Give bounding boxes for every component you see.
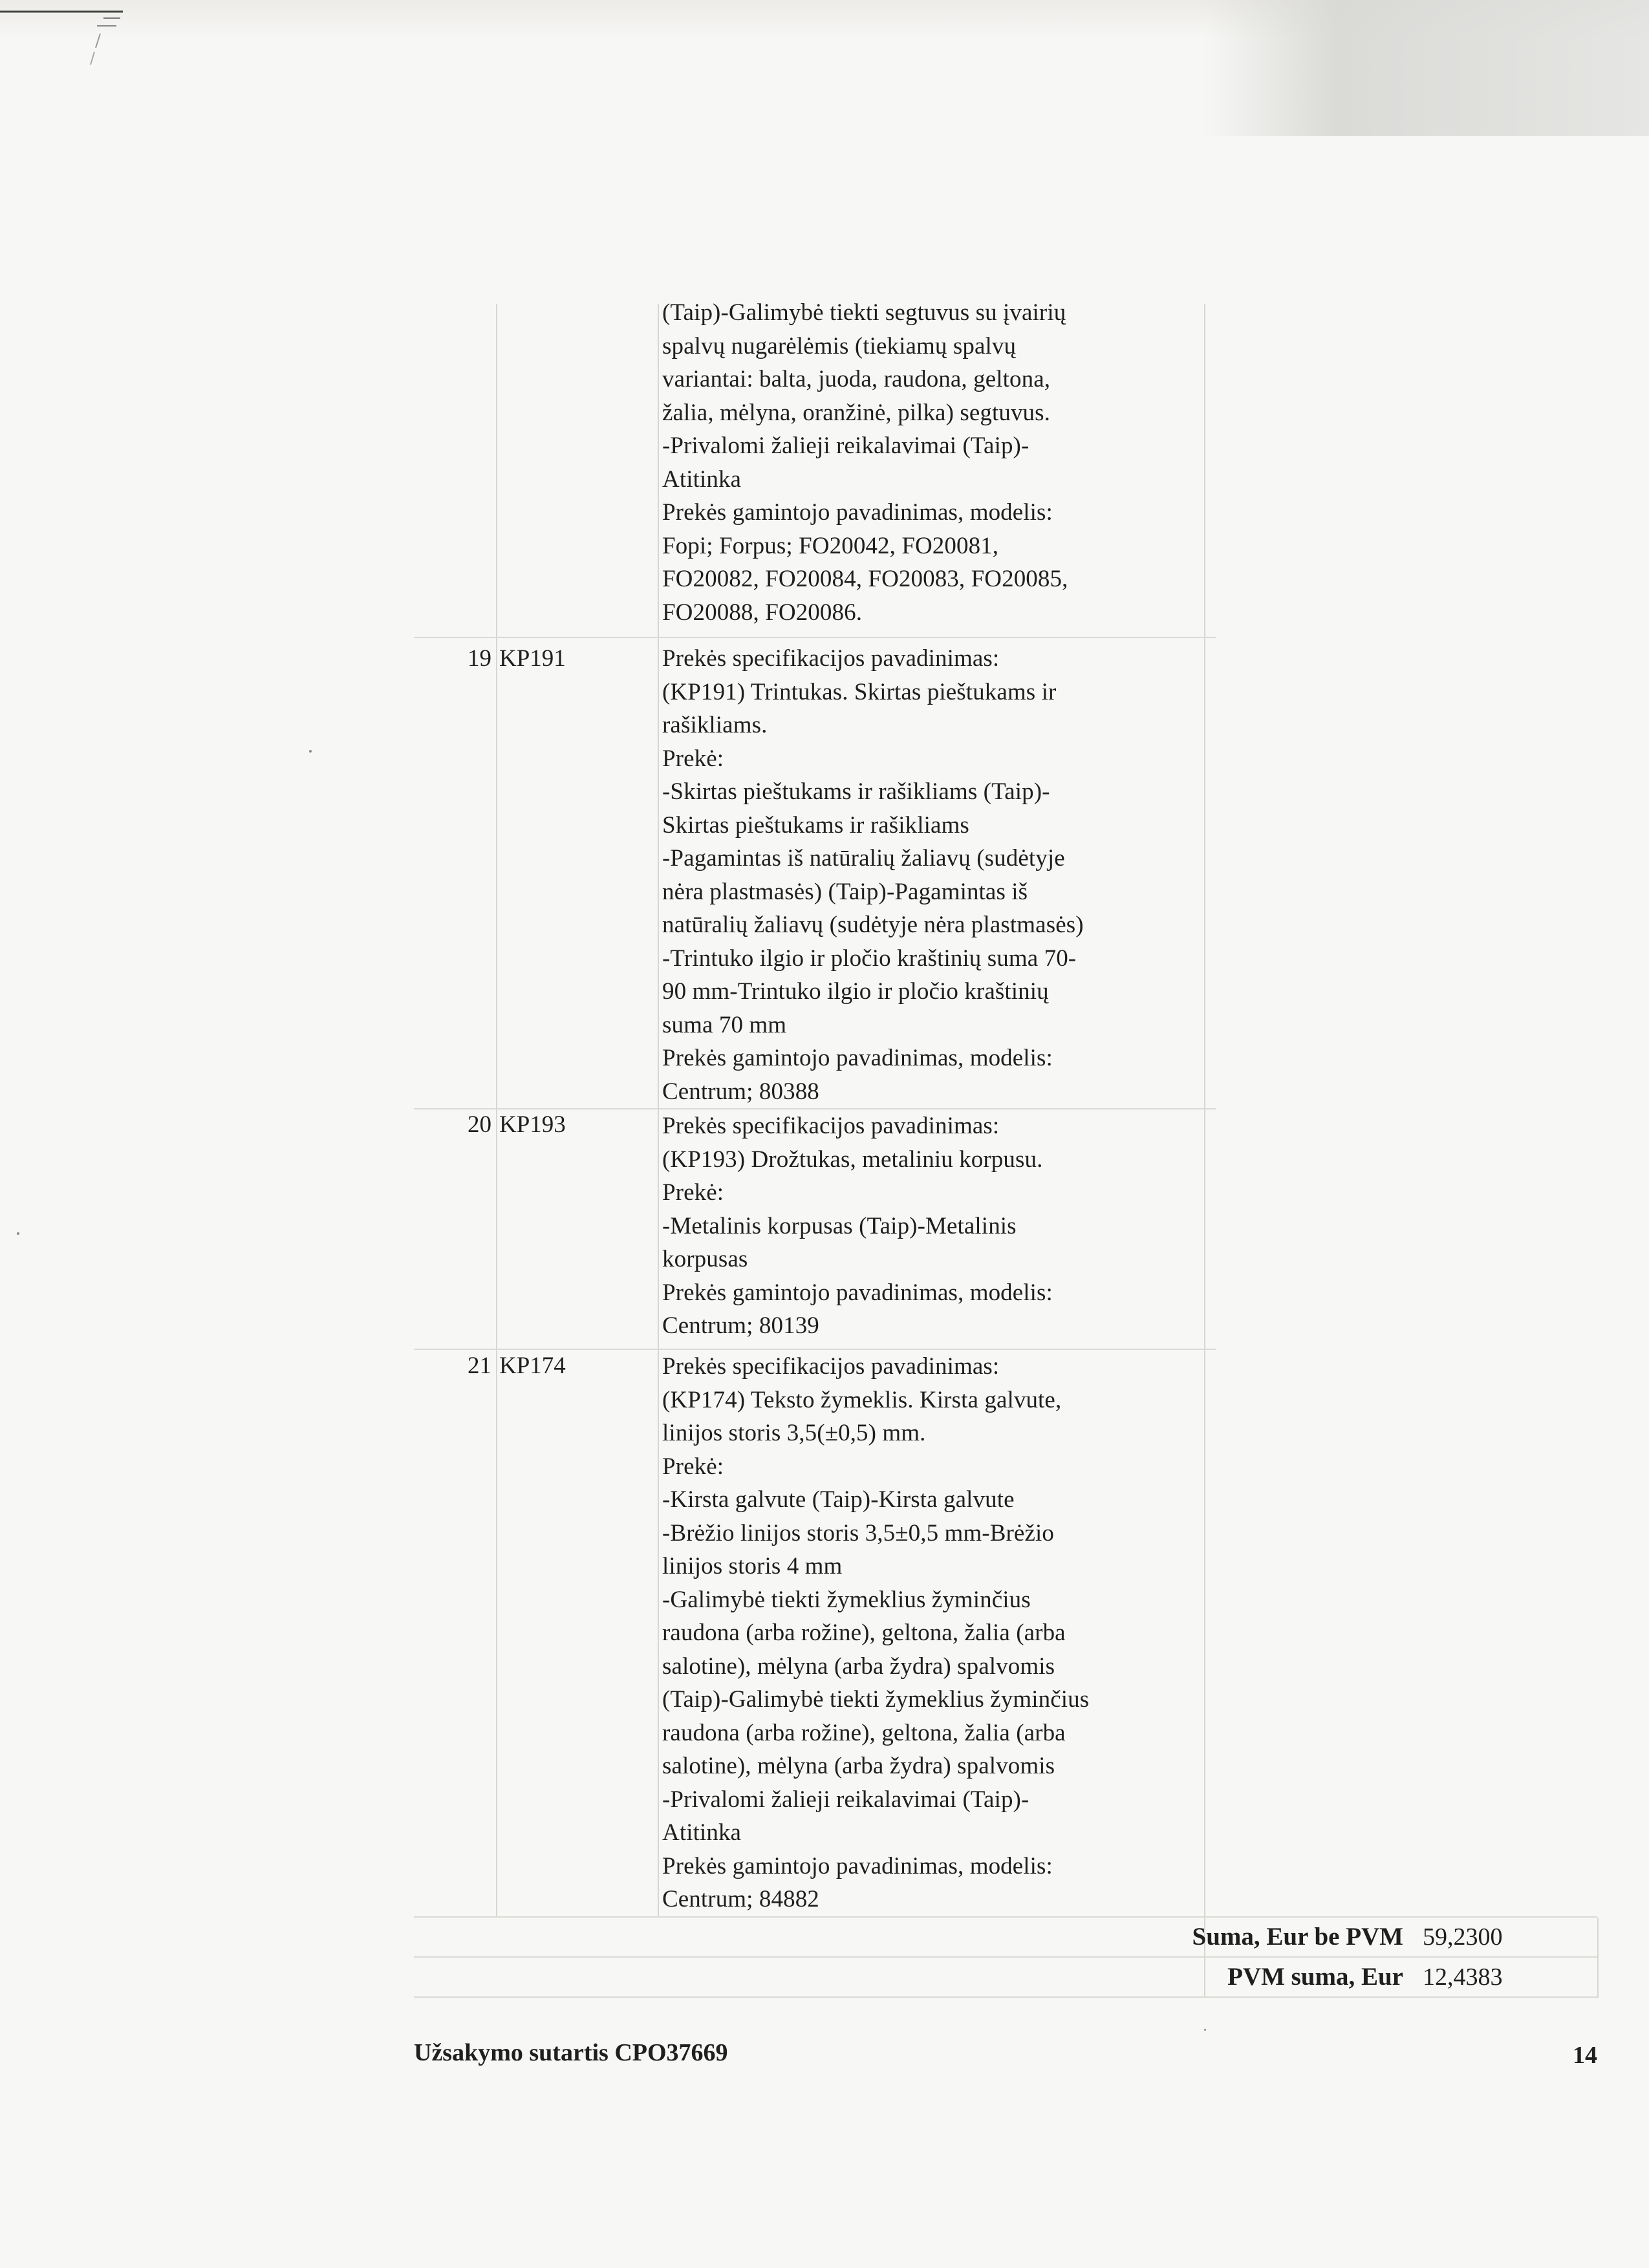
item-code: KP193 [499, 1111, 566, 1138]
sum-without-vat-label: Suma, Eur be PVM [1192, 1923, 1403, 1951]
row-rule [414, 1956, 1597, 1958]
vat-sum-label: PVM suma, Eur [1227, 1963, 1403, 1991]
column-rule [1597, 1918, 1599, 1998]
item-code: KP174 [499, 1353, 566, 1379]
item-code: KP191 [499, 645, 566, 672]
scan-corner-mark [0, 0, 123, 71]
scan-shadow [1203, 0, 1649, 136]
row-rule [414, 1916, 1597, 1918]
item-number: 19 [468, 645, 491, 672]
item-description: (Taip)-Galimybė tiekti segtuvus su įvairių spalvų nugarėlėmis (tiekiamų spalvų variantai: balta, juoda, raudona, geltona, žalia, mėlyna, oranžinė, pilka) segtuvus. -Privalomi žalieji reikalavimai (Taip)- Atitinka Prekės gamintojo pavadinimas, modelis: Fopi; Forpus; FO20042, FO20081, FO20082, FO20084, FO20083, FO20085, FO20088, FO20086. [662, 299, 1068, 626]
contract-reference: Užsakymo sutartis CPO37669 [414, 2039, 728, 2066]
item-description: Prekės specifikacijos pavadinimas: (KP191) Trintukas. Skirtas pieštukams ir rašikliams. Prekė: -Skirtas pieštukams ir rašikliams (Taip)- Skirtas pieštukams ir rašikliams -Pagamintas iš natūralių žaliavų (sudėtyje nėra plastmasės) (Taip)-Pagamintas iš natūralių žaliavų (sudėtyje nėra plastmasės) -Trintuko ilgio ir pločio kraštinių suma 70- 90 mm-Trintuko ilgio ir pločio kraštinių suma 70 mm Prekės gamintojo pavadinimas, modelis: Centrum; 80388 [662, 645, 1084, 1105]
item-description: Prekės specifikacijos pavadinimas: (KP193) Drožtukas, metaliniu korpusu. Prekė: -Metalinis korpusas (Taip)-Metalinis korpusas Prekės gamintojo pavadinimas, modelis: Centrum; 80139 [662, 1113, 1053, 1339]
item-number: 21 [468, 1353, 491, 1379]
vat-sum-value: 12,4383 [1423, 1963, 1503, 1991]
sum-without-vat-value: 59,2300 [1423, 1923, 1503, 1951]
column-rule [496, 304, 497, 1918]
scan-speck [309, 750, 312, 753]
item-number: 20 [468, 1111, 491, 1138]
scan-speck [17, 1232, 19, 1235]
item-description: Prekės specifikacijos pavadinimas: (KP174) Teksto žymeklis. Kirsta galvute, linijos storis 3,5(±0,5) mm. Prekė: -Kirsta galvute (Taip)-Kirsta galvute -Brėžio linijos storis 3,5±0,5 mm-Brėžio linijos storis 4 mm -Galimybė tiekti žymeklius žyminčius raudona (arba rožine), geltona, žalia (arba salotine), mėlyna (arba žydra) spalvomis (Taip)-Galimybė tiekti žymeklius žyminčius raudona (arba rožine), geltona, žalia (arba salotine), mėlyna (arba žydra) spalvomis -Privalomi žalieji reikalavimai (Taip)- Atitinka Prekės gamintojo pavadinimas, modelis: Centrum; 84882 [662, 1353, 1090, 1912]
page-number: 14 [1573, 2042, 1597, 2069]
row-rule [414, 637, 1216, 638]
scan-speck [1204, 2029, 1206, 2031]
column-rule [658, 304, 659, 1918]
row-rule [414, 1996, 1597, 1998]
